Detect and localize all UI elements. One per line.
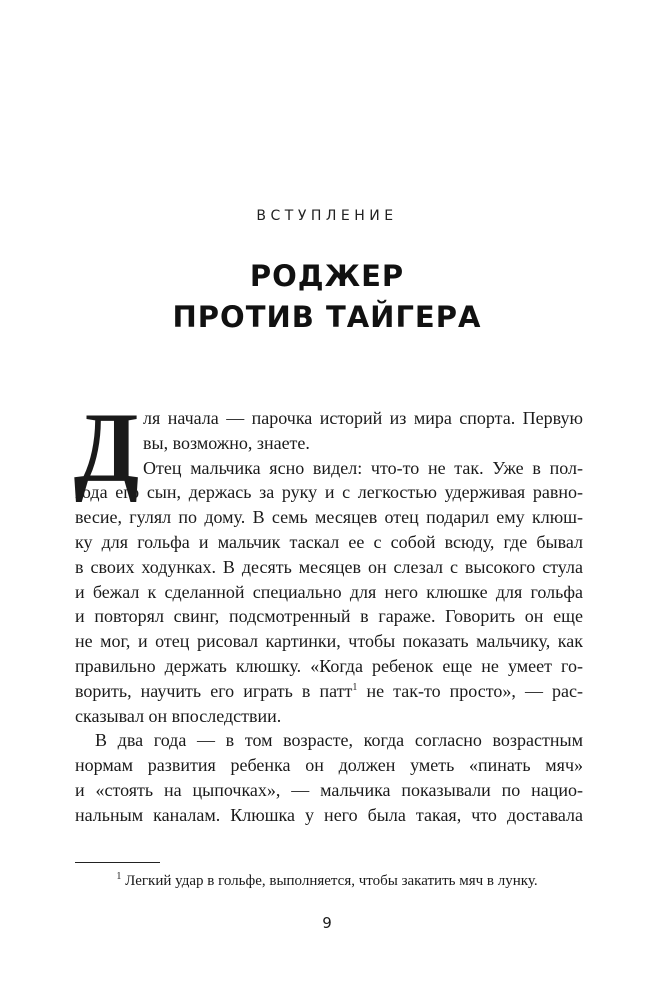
text-line: [75, 679, 583, 704]
text-line: в своих ходунках. В десять месяцев он слезал с высокого стула: [75, 556, 583, 577]
text-line: ля начала — парочка историй из мира спорта. Первую: [143, 408, 583, 428]
text-line: и повторял свинг, подсмотренный в гараже. Говорить он еще: [75, 606, 583, 627]
text-line: не мог, и отец рисовал картинки, чтобы показать мальчику, как: [75, 631, 583, 652]
text-line: весие, гулял по дому. В семь месяцев отец подарил ему клюш-: [75, 507, 583, 528]
chapter-kicker: ВСТУПЛЕНИЕ: [256, 208, 398, 224]
footnote-text: Легкий удар в гольфе, выполняется, чтобы закатить мяч в лунку.: [121, 873, 538, 889]
chapter-title: [0, 256, 654, 338]
text-line: вы, возможно, знаете.: [143, 432, 310, 453]
text-line: и «стоять на цыпочках», — мальчика показывали по нацио-: [75, 779, 583, 800]
text-line: В два года — в том возрасте, когда согласно возрастным: [95, 730, 583, 751]
footnote: [0, 873, 654, 890]
text-line: нальным каналам. Клюшка у него была такая, что доставала: [75, 804, 583, 825]
footnote-ref[interactable]: 1: [352, 681, 358, 693]
text-line: правильно держать клюшку. «Когда ребенок еще не умеет го-: [75, 655, 583, 676]
text-fragment: ворить, научить его играть в патт: [75, 680, 353, 701]
drop-cap: Д: [73, 392, 140, 503]
text-line: и бежал к сделанной специально для него клюшке для гольфа: [75, 581, 583, 602]
body-text: [73, 392, 583, 828]
title-line: РОДЖЕР: [249, 259, 405, 293]
text-line: ку для гольфа и мальчик таскал ее с собой всюду, где бывал: [75, 531, 583, 552]
text-fragment: не так-то просто», — рас-: [357, 680, 583, 701]
page-number: 9: [322, 914, 332, 932]
text-line: нормам развития ребенка он должен уметь «пинать мяч»: [75, 755, 583, 776]
footnote-marker: 1: [116, 871, 122, 882]
text-line: года его сын, держась за руку и с легкостью удерживая равно-: [75, 482, 583, 503]
text-line: сказывал он впоследствии.: [75, 705, 282, 726]
footnote-divider: [75, 862, 160, 863]
title-line: ПРОТИВ ТАЙГЕРА: [172, 300, 482, 334]
text-line: Отец мальчика ясно видел: что-то не так. Уже в пол-: [143, 457, 583, 478]
